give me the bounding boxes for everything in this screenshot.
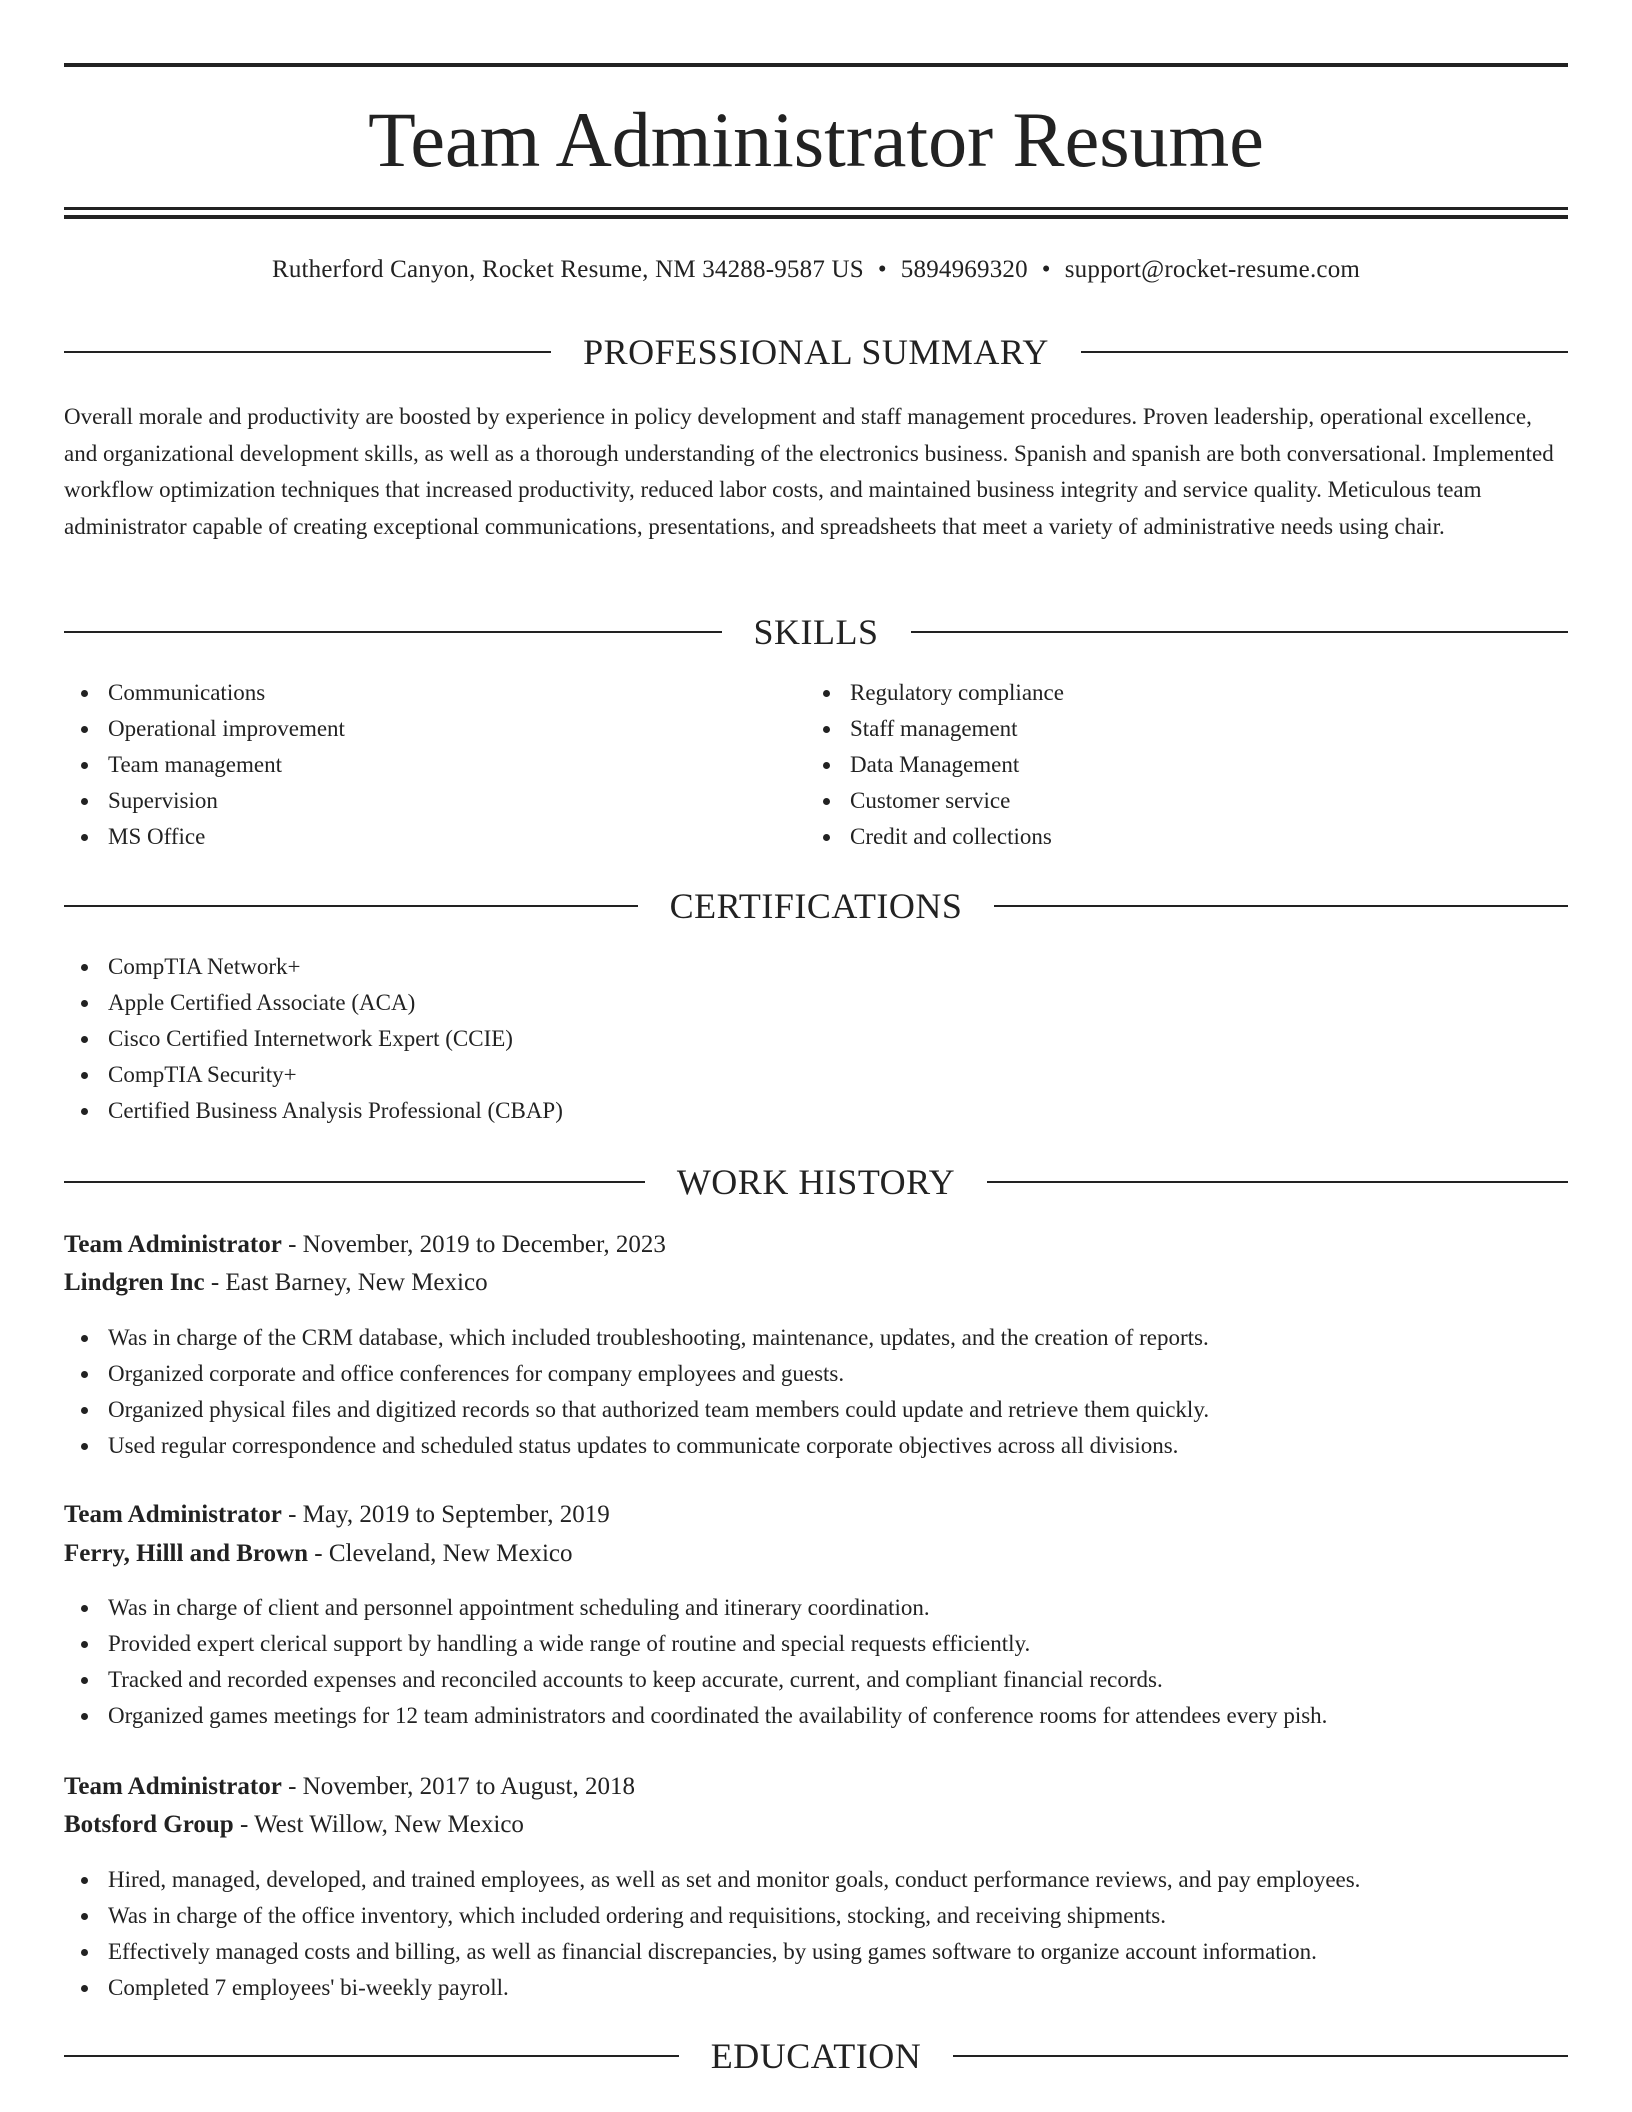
- job-bullet: Was in charge of client and personnel appointment scheduling and itinerary coordination.: [64, 1590, 1568, 1626]
- job-title-line: [64, 1226, 666, 1264]
- heading-rule: [64, 905, 638, 907]
- contact-separator: •: [877, 256, 887, 283]
- job-bullet: Was in charge of the CRM database, which included troubleshooting, maintenance, updates, and the creation of reports.: [64, 1320, 1568, 1356]
- contact-address: Rutherford Canyon, Rocket Resume, NM 34288-9587 US: [271, 256, 864, 283]
- skill-item: Operational improvement: [64, 711, 764, 747]
- certification-item: Certified Business Analysis Professional (CBAP): [64, 1093, 1568, 1129]
- job-bullets: [64, 1862, 1568, 2006]
- skill-item: Data Management: [806, 747, 1506, 783]
- skill-item: Credit and collections: [806, 819, 1506, 855]
- job-title: Team Administrator: [64, 1231, 282, 1258]
- job-company-line: [64, 1264, 488, 1302]
- job-company-line: [64, 1806, 524, 1844]
- certification-item: CompTIA Security+: [64, 1057, 1568, 1093]
- section-heading-certifications: [64, 884, 1568, 928]
- job-title: Team Administrator: [64, 1773, 282, 1800]
- job-bullets: [64, 1320, 1568, 1464]
- job-title-line: [64, 1496, 610, 1534]
- heading-rule: [911, 631, 1569, 633]
- contact-phone: 5894969320: [900, 256, 1028, 283]
- job-bullet: Hired, managed, developed, and trained employees, as well as set and monitor goals, conduct performance reviews, and pay employees.: [64, 1862, 1568, 1898]
- job-bullet: Used regular correspondence and scheduled status updates to communicate corporate objectives across all divisions.: [64, 1428, 1568, 1464]
- heading-rule: [64, 351, 551, 353]
- skill-item: Customer service: [806, 783, 1506, 819]
- title-rule-lower: [64, 215, 1568, 219]
- job-dates: - May, 2019 to September, 2019: [281, 1501, 610, 1528]
- certifications-list: [64, 949, 1568, 1129]
- job-company: Lindgren Inc: [64, 1269, 205, 1296]
- heading-rule: [994, 905, 1568, 907]
- skill-item: MS Office: [64, 819, 764, 855]
- job-company: Ferry, Hilll and Brown: [64, 1540, 308, 1567]
- contact-separator: •: [1041, 256, 1051, 283]
- job-location: - Cleveland, New Mexico: [308, 1540, 573, 1567]
- job-bullet: Organized games meetings for 12 team administrators and coordinated the availability of conference rooms for attendees every pish.: [64, 1698, 1568, 1734]
- job-bullet: Provided expert clerical support by handling a wide range of routine and special requests efficiently.: [64, 1626, 1568, 1662]
- job-dates: - November, 2017 to August, 2018: [281, 1773, 635, 1800]
- section-title: WORK HISTORY: [676, 1162, 956, 1202]
- contact-line: [64, 252, 1568, 288]
- job-bullet: Completed 7 employees' bi-weekly payroll.: [64, 1970, 1568, 2006]
- job-location: - West Willow, New Mexico: [233, 1811, 524, 1838]
- contact-email: support@rocket-resume.com: [1064, 256, 1361, 283]
- skill-item: Staff management: [806, 711, 1506, 747]
- top-rule: [64, 63, 1568, 67]
- job-bullets: [64, 1590, 1568, 1734]
- skills-list-left: [64, 675, 764, 855]
- job-title-line: [64, 1768, 635, 1806]
- heading-rule: [1081, 351, 1568, 353]
- job-company: Botsford Group: [64, 1811, 234, 1838]
- section-heading-work-history: [64, 1160, 1568, 1204]
- job-company-line: [64, 1535, 573, 1573]
- summary-paragraph: Overall morale and productivity are boosted by experience in policy development and staff management procedures. Proven leadership, operational excellence, and organizational development skills, as well as a thorough understanding of the electronics business. Spanish and spanish are both conversational. Implemented workflow optimization techniques that increased productivity, reduced labor costs, and maintained business integrity and service quality. Meticulous team administrator capable of creating exceptional communications, presentations, and spreadsheets that meet a variety of administrative needs using chair.: [64, 404, 1554, 539]
- job-bullet: Effectively managed costs and billing, as well as financial discrepancies, by using games software to organize account information.: [64, 1934, 1568, 1970]
- job-bullet: Tracked and recorded expenses and reconciled accounts to keep accurate, current, and compliant financial records.: [64, 1662, 1568, 1698]
- heading-rule: [987, 1181, 1568, 1183]
- skills-list-right: [806, 675, 1506, 855]
- job-title: Team Administrator: [64, 1501, 282, 1528]
- section-heading-skills: [64, 610, 1568, 654]
- section-title: PROFESSIONAL SUMMARY: [583, 332, 1049, 372]
- skill-item: Regulatory compliance: [806, 675, 1506, 711]
- section-title: EDUCATION: [710, 2036, 922, 2076]
- certification-item: Cisco Certified Internetwork Expert (CCIE): [64, 1021, 1568, 1057]
- certification-item: CompTIA Network+: [64, 949, 1568, 985]
- heading-rule: [64, 2055, 679, 2057]
- skill-item: Team management: [64, 747, 764, 783]
- job-bullet: Organized corporate and office conferences for company employees and guests.: [64, 1356, 1568, 1392]
- heading-rule: [64, 1181, 645, 1183]
- job-bullet: Organized physical files and digitized records so that authorized team members could update and retrieve them quickly.: [64, 1392, 1568, 1428]
- heading-rule: [64, 631, 722, 633]
- heading-rule: [953, 2055, 1568, 2057]
- certification-item: Apple Certified Associate (ACA): [64, 985, 1568, 1021]
- skill-item: Communications: [64, 675, 764, 711]
- job-location: - East Barney, New Mexico: [204, 1269, 488, 1296]
- section-title: SKILLS: [753, 612, 879, 652]
- section-heading-education: [64, 2034, 1568, 2078]
- job-dates: - November, 2019 to December, 2023: [281, 1231, 666, 1258]
- job-bullet: Was in charge of the office inventory, which included ordering and requisitions, stocking, and receiving shipments.: [64, 1898, 1568, 1934]
- section-heading-summary: [64, 330, 1568, 374]
- title-rule-upper: [64, 207, 1568, 210]
- page-title: Team Administrator Resume: [368, 96, 1264, 183]
- skill-item: Supervision: [64, 783, 764, 819]
- section-title: CERTIFICATIONS: [669, 886, 963, 926]
